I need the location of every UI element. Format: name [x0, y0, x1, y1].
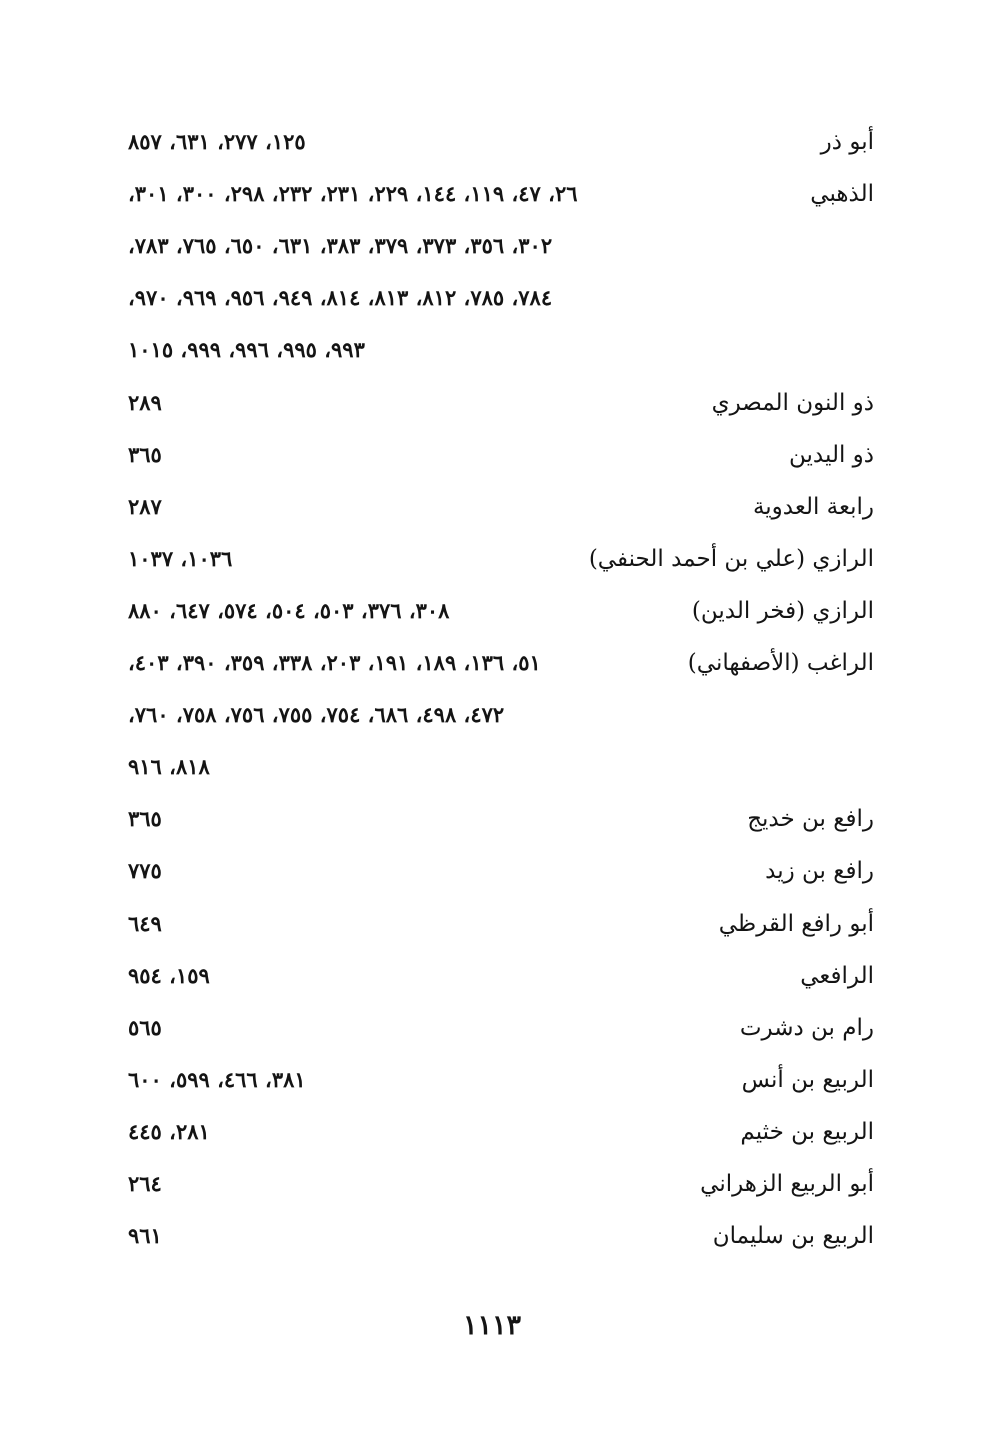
- index-entry-line: [100, 383, 880, 423]
- entry-page-refs: ٣٦٥: [128, 441, 162, 467]
- index-entry-line: [100, 956, 880, 996]
- index-entry-line: [100, 1060, 880, 1100]
- entry-name: رابعة العدوية: [752, 493, 874, 520]
- entry-page-refs: ٣٦٥: [128, 806, 162, 832]
- entry-page-refs: ٨١٨، ٩١٦: [128, 754, 210, 780]
- entry-name: الربيع بن أنس: [741, 1066, 874, 1093]
- page-number: ١١١٣: [462, 1310, 521, 1341]
- entry-page-refs: ٧٨٤، ٧٨٥، ٨١٢، ٨١٣، ٨١٤، ٩٤٩، ٩٥٦، ٩٦٩، ٩٧٠،: [128, 285, 553, 311]
- index-entry-line: [100, 122, 880, 162]
- entry-name: الراغب (الأصفهاني): [687, 650, 874, 676]
- index-entry-line: [100, 747, 880, 787]
- entry-name: أبو رافع القرظي: [718, 910, 874, 937]
- entry-name: الذهبي: [810, 181, 874, 208]
- index-entry-line: [100, 1216, 880, 1256]
- index-entry-line: [100, 539, 880, 579]
- entry-page-refs: ٢٨١، ٤٤٥: [128, 1118, 210, 1144]
- entry-name: رافع بن خديج: [747, 806, 874, 833]
- index-entry-line: [100, 591, 880, 631]
- entry-name: الرازي (علي بن أحمد الحنفي): [588, 545, 874, 572]
- entry-page-refs: ٧٧٥: [128, 858, 162, 884]
- entry-page-refs: ٥٦٥: [128, 1014, 162, 1040]
- entry-name: الربيع بن سليمان: [712, 1223, 874, 1250]
- index-entry-line: [100, 174, 880, 214]
- index-entry-line: [100, 695, 880, 735]
- entry-page-refs: ١٥٩، ٩٥٤: [128, 962, 210, 988]
- entry-page-refs: ٣٨١، ٤٦٦، ٥٩٩، ٦٠٠: [128, 1066, 306, 1092]
- entry-page-refs: ٦٤٩: [128, 910, 162, 936]
- entry-page-refs: ٥١، ١٣٦، ١٨٩، ١٩١، ٢٠٣، ٣٣٨، ٣٥٩، ٣٩٠، ٤٠٣،: [128, 650, 541, 675]
- entry-name: ذو اليدين: [789, 441, 874, 468]
- entry-page-refs: ٣٠٢، ٣٥٦، ٣٧٣، ٣٧٩، ٣٨٣، ٦٣١، ٦٥٠، ٧٦٥، ٧٨٣،: [128, 233, 553, 259]
- entry-page-refs: ٩٦١: [128, 1223, 162, 1249]
- entry-page-refs: ٢٨٧: [128, 493, 162, 519]
- index-entry-line: [100, 435, 880, 475]
- index-entry-line: [100, 1112, 880, 1152]
- entry-page-refs: ٤٧٢، ٤٩٨، ٦٨٦، ٧٥٤، ٧٥٥، ٧٥٦، ٧٥٨، ٧٦٠،: [128, 702, 505, 728]
- index-entry-line: [100, 226, 880, 266]
- entry-page-refs: ١٠٣٦، ١٠٣٧: [128, 545, 233, 571]
- index-entry-line: [100, 1164, 880, 1204]
- index-entry-line: [100, 851, 880, 891]
- entry-name: رافع بن زيد: [765, 858, 874, 885]
- index-entry-line: [100, 1008, 880, 1048]
- entry-name: الربيع بن خثيم: [740, 1118, 874, 1145]
- entry-page-refs: ٢٦٤: [128, 1171, 162, 1196]
- index-entry-line: [100, 278, 880, 318]
- entry-name: الرافعي: [800, 962, 874, 989]
- index-entry-line: [100, 330, 880, 370]
- entry-name: أبو الربيع الزهراني: [700, 1171, 874, 1197]
- index-entry-line: [100, 487, 880, 527]
- entry-name: ذو النون المصري: [711, 389, 874, 416]
- entry-name: الرازي (فخر الدين): [691, 597, 874, 624]
- entry-page-refs: ٣٠٨، ٣٧٦، ٥٠٣، ٥٠٤، ٥٧٤، ٦٤٧، ٨٨٠: [128, 597, 450, 623]
- entry-name: رام بن دشرت: [739, 1014, 874, 1041]
- index-entry-line: [100, 799, 880, 839]
- entry-name: أبو ذر: [820, 129, 874, 155]
- entry-page-refs: ٢٨٩: [128, 389, 162, 415]
- index-entry-line: [100, 643, 880, 683]
- entry-page-refs: ١٢٥، ٢٧٧، ٦٣١، ٨٥٧: [128, 129, 306, 154]
- entry-page-refs: ٢٦، ٤٧، ١١٩، ١٤٤، ٢٢٩، ٢٣١، ٢٣٢، ٢٩٨، ٣٠٠، ٣٠١،: [128, 181, 578, 207]
- index-entry-line: [100, 904, 880, 944]
- entry-page-refs: ٩٩٣، ٩٩٥، ٩٩٦، ٩٩٩، ١٠١٥: [128, 337, 365, 363]
